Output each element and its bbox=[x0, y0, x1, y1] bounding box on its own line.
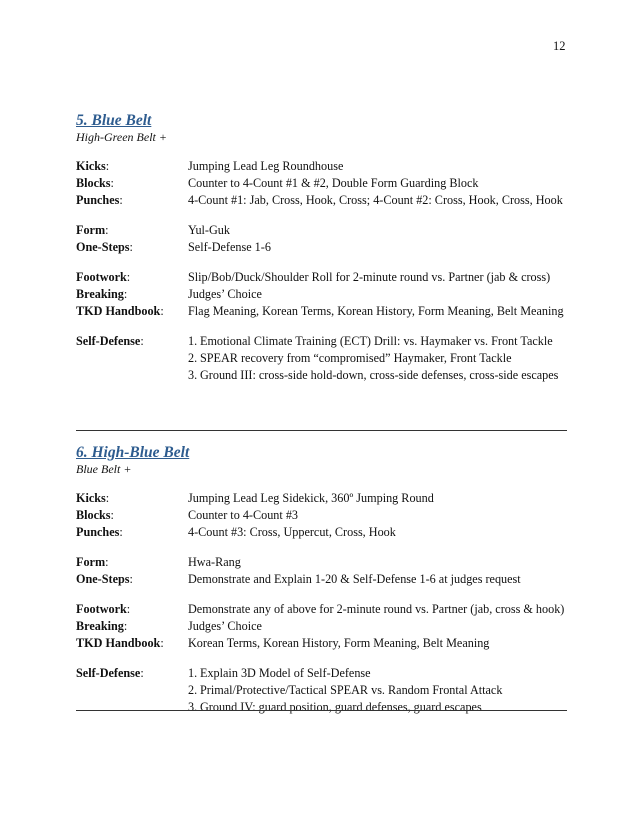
form-value: Hwa-Rang bbox=[188, 555, 241, 569]
section-subtitle: High-Green Belt + bbox=[76, 130, 167, 144]
punches-label: Punches bbox=[76, 525, 120, 539]
punches-value: 4-Count #1: Jab, Cross, Hook, Cross; 4-Count #2: Cross, Hook, Cross, Hook bbox=[188, 193, 563, 207]
breaking-row: Breaking: Judges’ Choice bbox=[76, 286, 566, 303]
form-row: Form: Hwa-Rang bbox=[76, 554, 566, 571]
handbook-row: TKD Handbook: Korean Terms, Korean History, Form Meaning, Belt Meaning bbox=[76, 635, 566, 652]
section-blue-belt bbox=[76, 112, 566, 384]
self-defense-label: Self-Defense bbox=[76, 666, 141, 680]
breaking-label: Breaking bbox=[76, 619, 124, 633]
kicks-value: Jumping Lead Leg Roundhouse bbox=[188, 159, 344, 173]
form-label: Form bbox=[76, 555, 106, 569]
handbook-label: TKD Handbook bbox=[76, 636, 161, 650]
self-defense-row: Self-Defense: 1. Emotional Climate Training (ECT) Drill: vs. Haymaker vs. Front Tackle 2. SPEAR recovery from “compromised” Haymaker, Front Tackle 3. Ground III: cross-side hold-down, cross-side defenses, cross-side escapes bbox=[76, 333, 566, 384]
footwork-label: Footwork bbox=[76, 602, 127, 616]
blocks-value: Counter to 4-Count #1 & #2, Double Form Guarding Block bbox=[188, 176, 479, 190]
list-item: 1. Explain 3D Model of Self-Defense bbox=[188, 666, 371, 680]
punches-value: 4-Count #3: Cross, Uppercut, Cross, Hook bbox=[188, 525, 396, 539]
blocks-row: Blocks: Counter to 4-Count #1 & #2, Double Form Guarding Block bbox=[76, 175, 566, 192]
blocks-row: Blocks: Counter to 4-Count #3 bbox=[76, 507, 566, 524]
blocks-value: Counter to 4-Count #3 bbox=[188, 508, 299, 522]
form-label: Form bbox=[76, 223, 106, 237]
punches-label: Punches bbox=[76, 193, 120, 207]
kicks-value: Jumping Lead Leg Sidekick, 360º Jumping Round bbox=[188, 491, 434, 505]
self-defense-list bbox=[188, 665, 566, 716]
page-number: 12 bbox=[553, 39, 566, 53]
form-row: Form: Yul-Guk bbox=[76, 222, 566, 239]
section-divider bbox=[76, 430, 567, 431]
self-defense-label: Self-Defense bbox=[76, 334, 141, 348]
footwork-value: Slip/Bob/Duck/Shoulder Roll for 2-minute round vs. Partner (jab & cross) bbox=[188, 270, 551, 284]
footwork-row: Footwork: Slip/Bob/Duck/Shoulder Roll for 2-minute round vs. Partner (jab & cross) bbox=[76, 269, 566, 286]
self-defense-row: Self-Defense: 1. Explain 3D Model of Self-Defense 2. Primal/Protective/Tactical SPEAR vs. Random Frontal Attack 3. Ground IV: guard position, guard defenses, guard escapes bbox=[76, 665, 566, 716]
footwork-label: Footwork bbox=[76, 270, 127, 284]
one-steps-row: One-Steps: Self-Defense 1-6 bbox=[76, 239, 566, 256]
section-title: 6. High-Blue Belt bbox=[76, 444, 190, 461]
punches-row: Punches: 4-Count #3: Cross, Uppercut, Cross, Hook bbox=[76, 524, 566, 541]
section-divider bbox=[76, 710, 567, 711]
breaking-value: Judges’ Choice bbox=[188, 287, 262, 301]
kicks-label: Kicks bbox=[76, 159, 106, 173]
kicks-row: Kicks: Jumping Lead Leg Sidekick, 360º Jumping Round bbox=[76, 490, 566, 507]
breaking-row: Breaking: Judges’ Choice bbox=[76, 618, 566, 635]
handbook-value: Korean Terms, Korean History, Form Meaning, Belt Meaning bbox=[188, 636, 490, 650]
self-defense-list bbox=[188, 333, 566, 384]
handbook-value: Flag Meaning, Korean Terms, Korean History, Form Meaning, Belt Meaning bbox=[188, 304, 564, 318]
kicks-row: Kicks: Jumping Lead Leg Roundhouse bbox=[76, 158, 566, 175]
punches-row: Punches: 4-Count #1: Jab, Cross, Hook, Cross; 4-Count #2: Cross, Hook, Cross, Hook bbox=[76, 192, 566, 209]
list-item: 1. Emotional Climate Training (ECT) Drill: vs. Haymaker vs. Front Tackle bbox=[188, 334, 553, 348]
one-steps-label: One-Steps bbox=[76, 240, 130, 254]
handbook-label: TKD Handbook bbox=[76, 304, 161, 318]
breaking-value: Judges’ Choice bbox=[188, 619, 262, 633]
handbook-row: TKD Handbook: Flag Meaning, Korean Terms, Korean History, Form Meaning, Belt Meaning bbox=[76, 303, 566, 320]
one-steps-value: Self-Defense 1-6 bbox=[188, 240, 271, 254]
list-item: 2. SPEAR recovery from “compromised” Haymaker, Front Tackle bbox=[188, 351, 512, 365]
footwork-value: Demonstrate any of above for 2-minute round vs. Partner (jab, cross & hook) bbox=[188, 602, 565, 616]
blocks-label: Blocks bbox=[76, 508, 111, 522]
blocks-label: Blocks bbox=[76, 176, 111, 190]
one-steps-label: One-Steps bbox=[76, 572, 130, 586]
breaking-label: Breaking bbox=[76, 287, 124, 301]
list-item: 3. Ground III: cross-side hold-down, cross-side defenses, cross-side escapes bbox=[188, 368, 559, 382]
form-value: Yul-Guk bbox=[188, 223, 230, 237]
section-high-blue-belt bbox=[76, 444, 566, 716]
footwork-row: Footwork: Demonstrate any of above for 2-minute round vs. Partner (jab, cross & hook) bbox=[76, 602, 565, 616]
section-subtitle: Blue Belt + bbox=[76, 462, 132, 476]
section-title: 5. Blue Belt bbox=[76, 112, 152, 129]
list-item: 3. Ground IV: guard position, guard defenses, guard escapes bbox=[188, 700, 482, 714]
one-steps-row: One-Steps: Demonstrate and Explain 1-20 & Self-Defense 1-6 at judges request bbox=[76, 571, 566, 588]
kicks-label: Kicks bbox=[76, 491, 106, 505]
list-item: 2. Primal/Protective/Tactical SPEAR vs. Random Frontal Attack bbox=[188, 683, 503, 697]
one-steps-value: Demonstrate and Explain 1-20 & Self-Defense 1-6 at judges request bbox=[188, 572, 521, 586]
